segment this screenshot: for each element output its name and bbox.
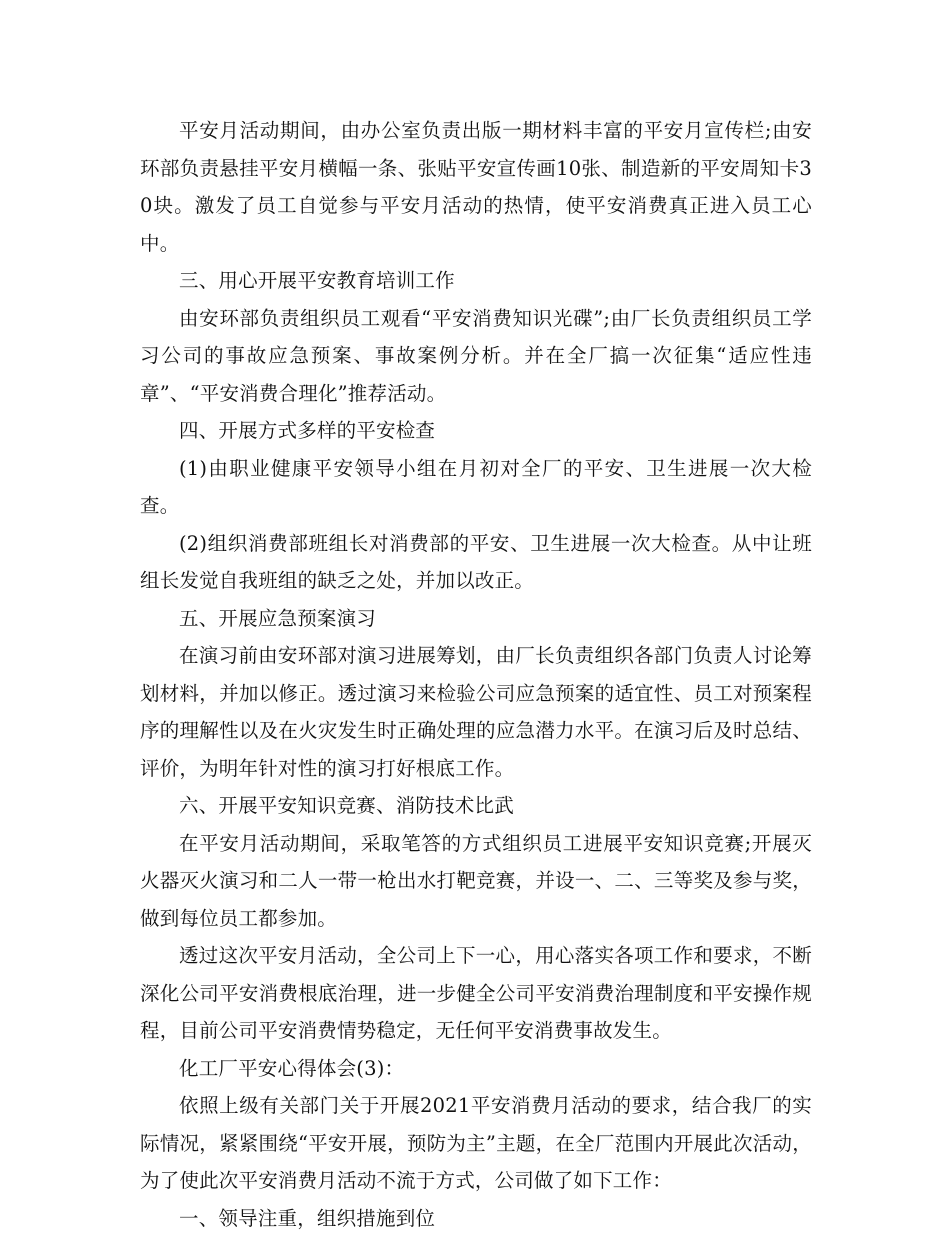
document-body xyxy=(140,112,812,1237)
heading-section-1: 一、领导注重，组织措施到位 xyxy=(140,1200,812,1237)
paragraph-summary: 透过这次平安月活动，全公司上下一心，用心落实各项工作和要求，不断深化公司平安消费根底治理，进一步健全公司平安消费治理制度和平安操作规程，目前公司平安消费情势稳定，无任何平安消费事故发生。 xyxy=(140,937,812,1050)
paragraph-training: 由安环部负责组织员工观看“平安消费知识光碟”;由厂长负责组织员工学习公司的事故应急预案、事故案例分析。并在全厂搞一次征集“适应性违章”、“平安消费合理化”推荐活动。 xyxy=(140,300,812,413)
heading-section-6: 六、开展平安知识竞赛、消防技术比武 xyxy=(140,787,812,825)
paragraph-inspection-2: (2)组织消费部班组长对消费部的平安、卫生进展一次大检查。从中让班组长发觉自我班组的缺乏之处，并加以改正。 xyxy=(140,525,812,600)
heading-experience-3: 化工厂平安心得体会(3)： xyxy=(140,1050,812,1088)
heading-section-3: 三、用心开展平安教育培训工作 xyxy=(140,262,812,300)
paragraph-activities-intro: 平安月活动期间，由办公室负责出版一期材料丰富的平安月宣传栏;由安环部负责悬挂平安月横幅一条、张贴平安宣传画10张、制造新的平安周知卡30块。激发了员工自觉参与平安月活动的热情，使平安消费真正进入员工心中。 xyxy=(140,112,812,262)
paragraph-drill: 在演习前由安环部对演习进展筹划，由厂长负责组织各部门负责人讨论筹划材料，并加以修正。透过演习来检验公司应急预案的适宜性、员工对预案程序的理解性以及在火灾发生时正确处理的应急潜力水平。在演习后及时总结、评价，为明年针对性的演习打好根底工作。 xyxy=(140,637,812,787)
paragraph-inspection-1: (1)由职业健康平安领导小组在月初对全厂的平安、卫生进展一次大检查。 xyxy=(140,450,812,525)
paragraph-competition: 在平安月活动期间，采取笔答的方式组织员工进展平安知识竞赛;开展灭火器灭火演习和二人一带一枪出水打靶竞赛，并设一、二、三等奖及参与奖，做到每位员工都参加。 xyxy=(140,825,812,938)
heading-section-5: 五、开展应急预案演习 xyxy=(140,600,812,638)
heading-section-4: 四、开展方式多样的平安检查 xyxy=(140,412,812,450)
paragraph-requirements: 依照上级有关部门关于开展2021平安消费月活动的要求，结合我厂的实际情况，紧紧围绕“平安开展，预防为主”主题，在全厂范围内开展此次活动，为了使此次平安消费月活动不流于方式，公司做了如下工作： xyxy=(140,1087,812,1200)
